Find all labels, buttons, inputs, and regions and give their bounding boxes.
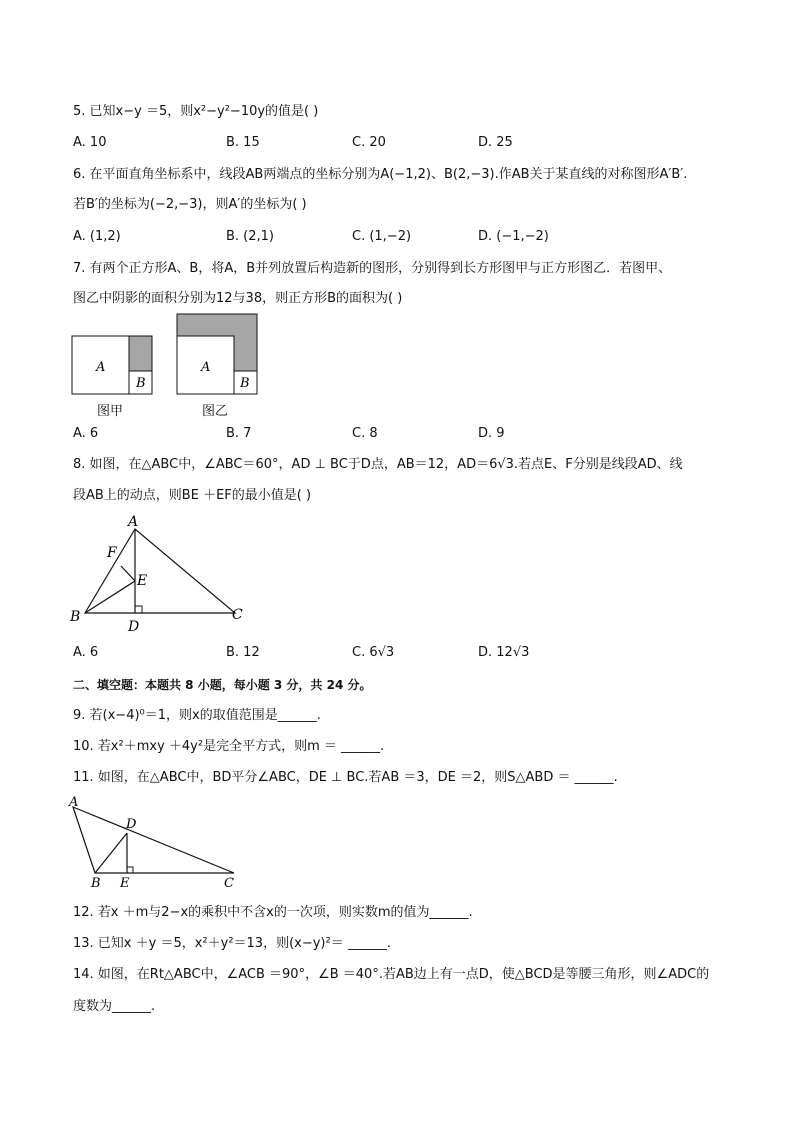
q5-stem: 5. 已知x−y ＝5，则x²−y²−10y的值是( ) xyxy=(73,104,319,119)
q8-label-e: E xyxy=(137,573,148,589)
q6-option-c: C. (1,−2) xyxy=(352,229,412,244)
q5-option-a: A. 10 xyxy=(73,135,107,150)
q8-label-f: F xyxy=(107,545,117,561)
q8-label-d: D xyxy=(128,619,140,635)
q8-label-c: C xyxy=(232,607,243,623)
q8-option-c: C. 6√3 xyxy=(352,645,395,660)
q7-stem-line1: 7. 有两个正方形A、B，将A，B并列放置后构造新的图形，分别得到长方形图甲与正方形图乙．若图甲、 xyxy=(73,261,672,276)
q8-option-b: B. 12 xyxy=(226,645,260,660)
q7-fig-right-label-b: B xyxy=(240,376,250,391)
q8-figure xyxy=(68,510,258,636)
q12-stem: 12. 若x ＋m与2−x的乘积中不含x的一次项，则实数m的值为______. xyxy=(73,905,473,920)
q10-stem: 10. 若x²＋mxy ＋4y²是完全平方式，则m ＝ ______. xyxy=(73,739,385,754)
q7-option-b: B. 7 xyxy=(226,426,252,441)
q8-right-angle-mark xyxy=(135,606,142,613)
q7-fig-right-label-a: A xyxy=(201,360,211,375)
q8-label-a: A xyxy=(128,514,139,530)
q7-option-c: C. 8 xyxy=(352,426,378,441)
q11-stem: 11. 如图，在△ABC中，BD平分∠ABC，DE ⊥ BC.若AB ＝3，DE ＝2，则S△ABD ＝ ______. xyxy=(73,770,618,785)
q6-option-a: A. (1,2) xyxy=(73,229,121,244)
q8-segment-ef xyxy=(121,566,135,581)
q6-option-b: B. (2,1) xyxy=(226,229,275,244)
q11-label-e: E xyxy=(120,876,130,891)
q7-figure xyxy=(70,312,270,398)
q7-fig-left-shaded xyxy=(129,336,152,371)
q11-bisector-bd xyxy=(95,833,127,873)
q7-fig-left-label-b: B xyxy=(136,376,146,391)
q8-option-d: D. 12√3 xyxy=(478,645,530,660)
q11-label-a: A xyxy=(69,795,79,810)
q7-option-a: A. 6 xyxy=(73,426,99,441)
q14-stem-line2: 度数为______. xyxy=(73,999,156,1014)
q5-option-d: D. 25 xyxy=(478,135,513,150)
q11-label-d: D xyxy=(126,817,137,832)
q6-option-d: D. (−1,−2) xyxy=(478,229,549,244)
q7-caption-right: 图乙 xyxy=(202,404,229,419)
q8-stem-line1: 8. 如图，在△ABC中，∠ABC＝60°，AD ⊥ BC于D点，AB＝12，AD＝6√3.若点E、F分别是线段AD、线 xyxy=(73,457,683,472)
q7-caption-left: 图甲 xyxy=(97,404,124,419)
q8-segment-be xyxy=(85,581,135,613)
q6-stem-line1: 6. 在平面直角坐标系中，线段AB两端点的坐标分别为A(−1,2)、B(2,−3).作AB关于某直线的对称图形A′B′. xyxy=(73,167,688,182)
q7-fig-left-label-a: A xyxy=(96,360,106,375)
q6-stem-line2: 若B′的坐标为(−2,−3)，则A′的坐标为( ) xyxy=(73,197,307,212)
q5-option-b: B. 15 xyxy=(226,135,260,150)
q11-figure xyxy=(64,794,250,892)
q8-triangle-abc xyxy=(85,529,235,613)
q5-option-c: C. 20 xyxy=(352,135,386,150)
q8-stem-line2: 段AB上的动点，则BE ＋EF的最小值是( ) xyxy=(73,488,312,503)
q14-stem-line1: 14. 如图，在Rt△ABC中，∠ACB ＝90°，∠B ＝40°.若AB边上有一点D，使△BCD是等腰三角形，则∠ADC的 xyxy=(73,967,710,982)
q11-label-c: C xyxy=(224,876,234,891)
q8-label-b: B xyxy=(70,609,81,625)
q9-stem: 9. 若(x−4)⁰＝1，则x的取值范围是______. xyxy=(73,708,321,723)
q11-triangle-abc xyxy=(73,807,234,873)
q8-option-a: A. 6 xyxy=(73,645,99,660)
q7-stem-line2: 图乙中阴影的面积分别为12与38，则正方形B的面积为( ) xyxy=(73,291,403,306)
q11-right-angle-mark xyxy=(127,867,133,873)
q13-stem: 13. 已知x ＋y ＝5，x²＋y²＝13，则(x−y)²＝ ______. xyxy=(73,936,391,951)
q7-option-d: D. 9 xyxy=(478,426,505,441)
q11-label-b: B xyxy=(91,876,101,891)
section2-heading: 二、填空题：本题共 8 小题，每小题 3 分，共 24 分。 xyxy=(73,678,372,692)
